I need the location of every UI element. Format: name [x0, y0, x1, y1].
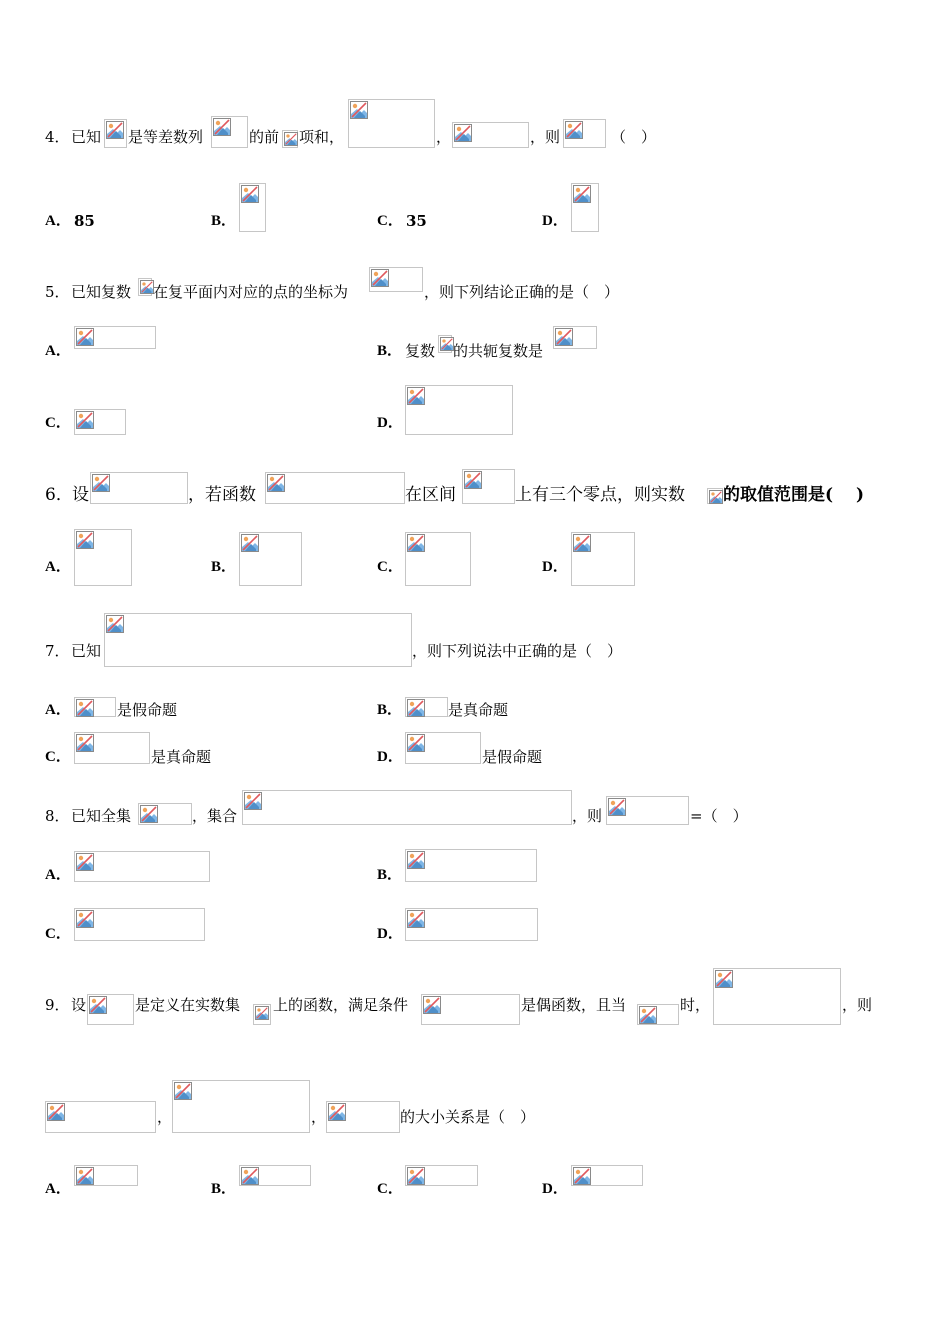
q4-text-7: （ ）: [611, 128, 657, 146]
formula-image: [637, 1004, 679, 1025]
broken-image-icon: [241, 534, 259, 552]
q4-text-3: 的前: [249, 128, 280, 146]
option-label-d: D．: [377, 415, 403, 431]
formula-image: [348, 99, 435, 148]
formula-image: [90, 472, 188, 504]
broken-image-icon: [92, 474, 110, 492]
q5-b-text-2: 的共轭复数是: [453, 342, 544, 360]
q4-text-2: 是等差数列: [128, 128, 204, 146]
formula-image: [405, 532, 471, 586]
q7-b-text: 是真命题: [448, 701, 509, 719]
broken-image-icon: [407, 910, 425, 928]
broken-image-icon: [76, 853, 94, 871]
formula-image: [405, 1165, 478, 1186]
broken-image-icon: [47, 1103, 65, 1121]
broken-image-icon: [454, 124, 472, 142]
broken-image-icon: [573, 185, 591, 203]
formula-image: [438, 335, 452, 353]
q9-text-7: ，: [157, 1108, 173, 1126]
broken-image-icon: [608, 798, 626, 816]
q5-text-1: 已知复数: [71, 283, 132, 301]
broken-image-icon: [715, 970, 733, 988]
broken-image-icon: [555, 328, 573, 346]
formula-image: [405, 385, 513, 435]
q7-number: 7．: [45, 642, 70, 660]
broken-image-icon: [213, 118, 231, 136]
option-label-b: B．: [377, 867, 403, 883]
q6-text-1: 设: [72, 485, 89, 505]
option-label-d: D．: [377, 749, 403, 765]
formula-image: [74, 326, 156, 349]
broken-image-icon: [140, 805, 158, 823]
formula-image: [74, 1165, 138, 1186]
broken-image-icon: [76, 699, 94, 717]
formula-image: [421, 994, 520, 1025]
option-label-b: B．: [377, 702, 403, 718]
q8-text-1: 已知全集: [71, 807, 132, 825]
q8-text-4: =（ ）: [690, 807, 748, 825]
q4-text-5: ，: [436, 128, 452, 146]
q4-text-4: 项和，: [299, 128, 345, 146]
q4-number: 4．: [45, 128, 70, 146]
option-label-b: B．: [377, 343, 403, 359]
formula-image: [239, 532, 302, 586]
broken-image-icon: [407, 387, 425, 405]
option-label-c: C．: [45, 749, 71, 765]
broken-image-icon: [407, 734, 425, 752]
formula-image: [138, 803, 192, 825]
broken-image-icon: [407, 699, 425, 717]
formula-image: [239, 1165, 311, 1186]
formula-image: [104, 119, 127, 148]
q6-text-4: 上有三个零点，则实数: [515, 485, 685, 505]
formula-image: [405, 849, 537, 882]
formula-image: [74, 697, 116, 717]
q7-text-1: 已知: [71, 642, 102, 660]
broken-image-icon: [106, 615, 124, 633]
broken-image-icon: [174, 1082, 192, 1100]
broken-image-icon: [106, 121, 124, 139]
formula-image: [87, 994, 134, 1025]
broken-image-icon: [76, 1167, 94, 1185]
q9-text-2: 是定义在实数集: [135, 996, 241, 1014]
formula-image: [242, 790, 572, 825]
broken-image-icon: [565, 121, 583, 139]
option-label-a: A．: [45, 213, 71, 229]
q8-number: 8．: [45, 807, 70, 825]
broken-image-icon: [440, 337, 454, 351]
q6-number: 6．: [45, 485, 73, 505]
broken-image-icon: [76, 531, 94, 549]
q6-text-2: ，若函数: [188, 485, 256, 505]
broken-image-icon: [76, 411, 94, 429]
option-label-a: A．: [45, 343, 71, 359]
formula-image: [713, 968, 841, 1025]
formula-image: [571, 532, 635, 586]
q7-text-2: ，则下列说法中正确的是（ ）: [412, 642, 623, 660]
q4-text-6: ，则: [530, 128, 561, 146]
formula-image: [282, 130, 298, 148]
formula-image: [74, 851, 210, 882]
q6-text-5: 的取值范围是( ): [723, 485, 865, 505]
formula-image: [405, 732, 481, 764]
option-label-b: B．: [211, 213, 237, 229]
formula-image: [462, 469, 515, 504]
broken-image-icon: [709, 490, 723, 504]
broken-image-icon: [140, 280, 154, 294]
broken-image-icon: [573, 1167, 591, 1185]
broken-image-icon: [407, 851, 425, 869]
option-label-c: C．: [377, 559, 403, 575]
option-label-c: C．: [377, 1181, 403, 1197]
option-label-a: A．: [45, 1181, 71, 1197]
option-label-d: D．: [542, 559, 568, 575]
formula-image: [172, 1080, 310, 1133]
formula-image: [138, 278, 152, 296]
broken-image-icon: [76, 910, 94, 928]
broken-image-icon: [241, 1167, 259, 1185]
formula-image: [571, 1165, 643, 1186]
q5-text-2: 在复平面内对应的点的坐标为: [153, 283, 349, 301]
q9-text-3: 上的函数，满足条件: [273, 996, 409, 1014]
formula-image: [253, 1004, 271, 1025]
formula-image: [104, 613, 412, 667]
broken-image-icon: [464, 471, 482, 489]
option-value-c: 35: [406, 212, 427, 230]
q9-text-4: 是偶函数，且当: [521, 996, 627, 1014]
q9-number: 9．: [45, 996, 70, 1014]
formula-image: [606, 796, 689, 825]
formula-image: [326, 1101, 400, 1133]
formula-image: [74, 732, 150, 764]
q4-text-1: 已知: [71, 128, 102, 146]
q9-text-8: ，: [311, 1108, 327, 1126]
q8-text-3: ，则: [572, 807, 603, 825]
q5-b-text-1: 复数: [405, 342, 436, 360]
formula-image: [239, 183, 266, 232]
option-label-a: A．: [45, 867, 71, 883]
q9-text-5: 时，: [680, 996, 711, 1014]
formula-image: [74, 529, 132, 586]
option-label-d: D．: [542, 213, 568, 229]
option-label-b: B．: [211, 1181, 237, 1197]
formula-image: [553, 326, 597, 349]
option-label-d: D．: [377, 926, 403, 942]
q5-text-3: ，则下列结论正确的是（ ）: [424, 283, 620, 301]
broken-image-icon: [76, 328, 94, 346]
formula-image: [45, 1101, 156, 1133]
formula-image: [211, 116, 248, 148]
broken-image-icon: [241, 185, 259, 203]
q9-text-9: 的大小关系是（ ）: [400, 1108, 536, 1126]
q5-number: 5．: [45, 283, 70, 301]
formula-image: [74, 908, 205, 941]
broken-image-icon: [573, 534, 591, 552]
broken-image-icon: [639, 1006, 657, 1024]
option-label-a: A．: [45, 702, 71, 718]
broken-image-icon: [328, 1103, 346, 1121]
q9-text-1: 设: [71, 996, 87, 1014]
option-label-d: D．: [542, 1181, 568, 1197]
formula-image: [74, 409, 126, 435]
q6-text-3: 在区间: [405, 485, 456, 505]
option-label-a: A．: [45, 559, 71, 575]
broken-image-icon: [255, 1006, 269, 1020]
formula-image: [571, 183, 599, 232]
q7-a-text: 是假命题: [117, 701, 178, 719]
formula-image: [707, 488, 723, 504]
broken-image-icon: [267, 474, 285, 492]
option-label-c: C．: [45, 926, 71, 942]
q7-c-text: 是真命题: [151, 748, 212, 766]
formula-image: [563, 119, 606, 148]
broken-image-icon: [350, 101, 368, 119]
broken-image-icon: [76, 734, 94, 752]
option-label-b: B．: [211, 559, 237, 575]
formula-image: [405, 908, 538, 941]
q7-d-text: 是假命题: [482, 748, 543, 766]
q9-text-6: ，则: [842, 996, 873, 1014]
formula-image: [452, 122, 529, 148]
option-label-c: C．: [45, 415, 71, 431]
broken-image-icon: [244, 792, 262, 810]
formula-image: [265, 472, 405, 504]
broken-image-icon: [284, 132, 298, 146]
option-label-c: C．: [377, 213, 403, 229]
formula-image: [369, 267, 423, 292]
broken-image-icon: [407, 1167, 425, 1185]
broken-image-icon: [407, 534, 425, 552]
q8-text-2: ，集合: [192, 807, 238, 825]
broken-image-icon: [89, 996, 107, 1014]
formula-image: [405, 697, 448, 717]
broken-image-icon: [423, 996, 441, 1014]
broken-image-icon: [371, 269, 389, 287]
option-value-a: 85: [74, 212, 95, 230]
